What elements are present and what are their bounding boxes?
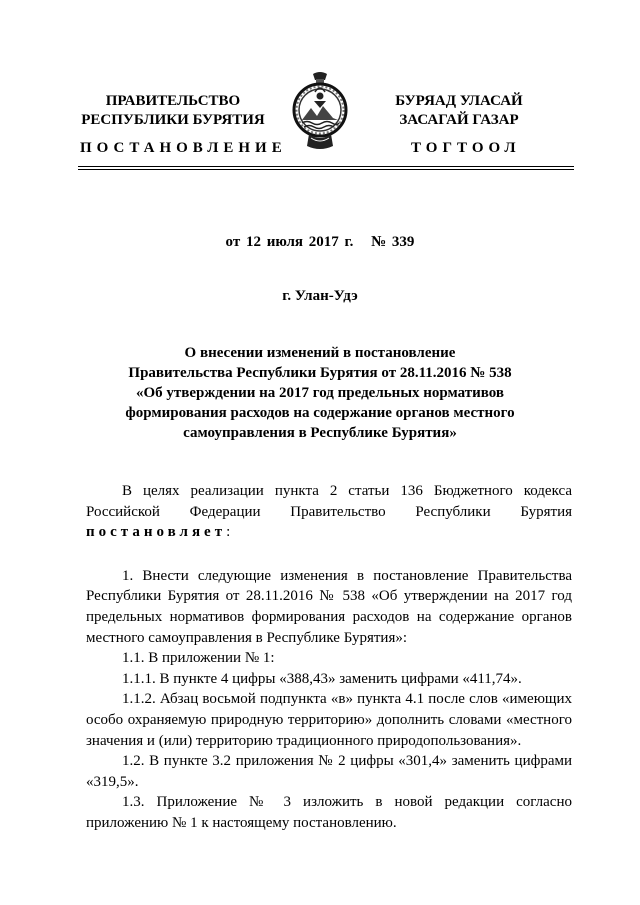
title-line: О внесении изменений в постановление (184, 345, 456, 361)
header-right-block (366, 92, 552, 130)
header-divider-thin (78, 169, 574, 170)
document-date: от 12 июля 2017 г. (225, 234, 354, 250)
preamble-text: В целях реализации пункта 2 статьи 136 Бюджетного кодекса Российской Федерации Правительство Республики Бурятия (86, 483, 572, 520)
paragraph-1-3: 1.3. Приложение № 3 изложить в новой редакции согласно приложению № 1 к настоящему постановлению. (86, 794, 572, 831)
title-line: Правительства Республики Бурятия от 28.11.2016 № 538 (128, 365, 512, 381)
header-divider-thick (78, 166, 574, 167)
paragraph-1-1-1: 1.1.1. В пункте 4 цифры «388,43» заменить цифрами «411,74». (122, 670, 522, 687)
title-line: «Об утверждении на 2017 год предельных нормативов (135, 385, 505, 401)
title-line: самоуправления в Республике Бурятия» (183, 425, 457, 441)
document-body (86, 481, 572, 834)
doc-type-left: ПОСТАНОВЛЕНИЕ (80, 140, 287, 156)
paragraph-1: 1. Внести следующие изменения в постановление Правительства Республики Бурятия от 28.11.2016 № 538 «Об утверждении на 2017 год предельных нормативов формирования расходов на содержание органов местного самоуправления в Республике Бурятия»: (86, 567, 572, 646)
preamble-end: : (226, 524, 231, 541)
header-left-block (78, 92, 268, 130)
preamble-paragraph (86, 481, 572, 543)
paragraph-1-1-2: 1.1.2. Абзац восьмой подпункта «в» пункта 4.1 после слов «имеющих особо охраняемую природную территорию» дополнить словами «местного значения и (или) территорию традиционного природопользования». (86, 691, 572, 749)
document-city: г. Улан-Удэ (282, 288, 358, 304)
header-right-line2: ЗАСАГАЙ ГАЗАР (399, 112, 519, 128)
header-left-line2: РЕСПУБЛИКИ БУРЯТИЯ (81, 112, 265, 128)
doc-type-right: ТОГТООЛ (411, 140, 521, 156)
document-title (0, 343, 640, 443)
paragraph-1-2: 1.2. В пункте 3.2 приложения № 2 цифры «301,4» заменить цифрами «319,5». (86, 753, 572, 790)
header-left-line1: ПРАВИТЕЛЬСТВО (105, 93, 241, 109)
header-right-line1: БУРЯАД УЛАСАЙ (395, 93, 523, 109)
document-date-line (0, 234, 640, 251)
buryatia-coat-of-arms-icon (289, 70, 351, 152)
title-line: формирования расходов на содержание органов местного (125, 405, 515, 421)
document-number: № 339 (371, 234, 415, 250)
decree-verb: постановляет (86, 524, 227, 541)
paragraph-1-1: 1.1. В приложении № 1: (122, 650, 275, 667)
